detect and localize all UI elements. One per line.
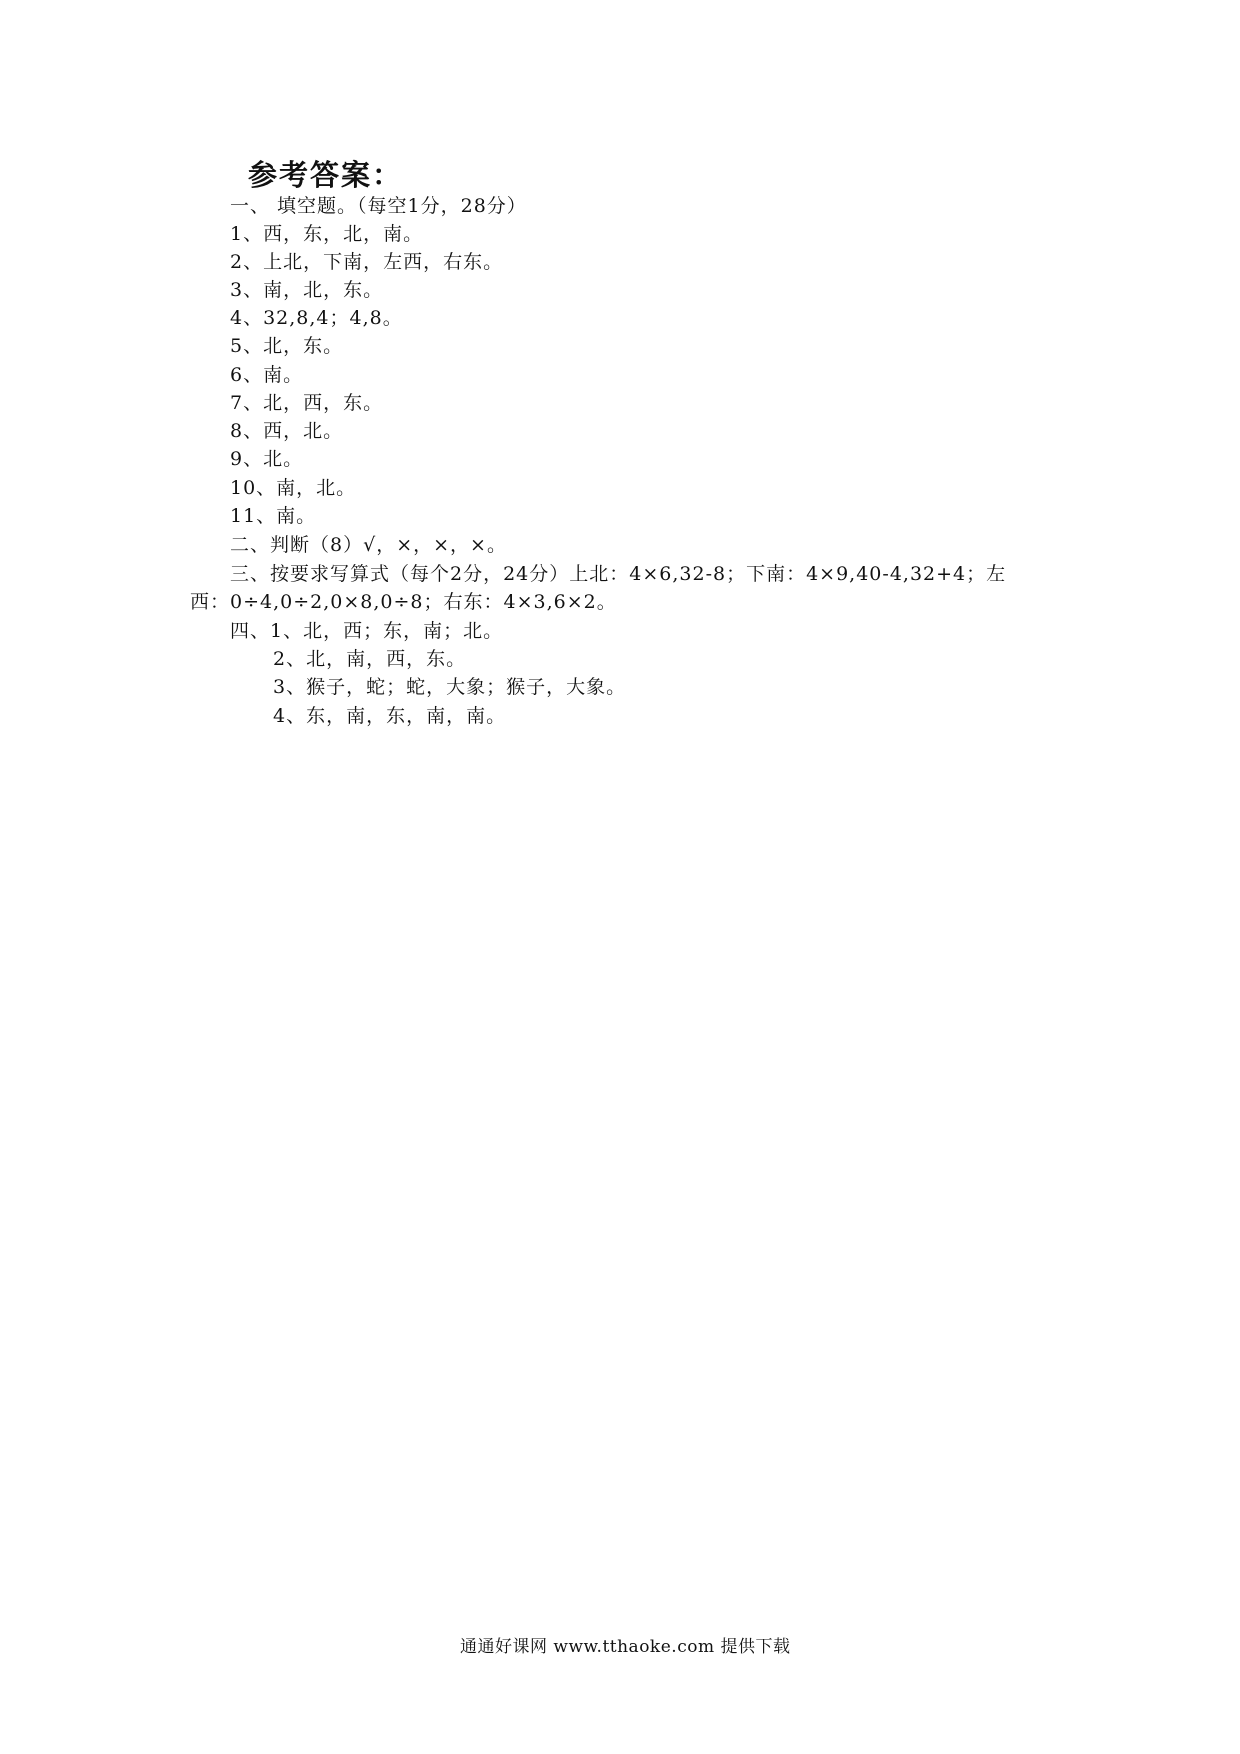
answer-line: 10、南，北。 xyxy=(230,477,357,499)
answer-line: 3、南，北，东。 xyxy=(230,279,384,301)
section-3-continuation: 西：0÷4,0÷2,0×8,0÷8；右东：4×3,6×2。 xyxy=(190,591,617,613)
section-4-line: 4、东，南，东，南，南。 xyxy=(273,705,507,727)
answer-line: 11、南。 xyxy=(230,505,317,527)
section-1-heading: 一、 填空题。（每空1分，28分） xyxy=(230,195,527,217)
answer-line: 2、上北，下南，左西，右东。 xyxy=(230,251,504,273)
answer-line: 8、西，北。 xyxy=(230,420,344,442)
section-4-line: 3、猴子，蛇；蛇，大象；猴子，大象。 xyxy=(273,676,627,698)
section-3-line: 三、按要求写算式（每个2分，24分）上北：4×6,32-8；下南：4×9,40-4,32+4；左 xyxy=(230,563,1007,585)
section-4-line: 2、北，南，西，东。 xyxy=(273,648,467,670)
footer-text: 通通好课网 www.tthaoke.com 提供下载 xyxy=(460,1637,791,1657)
answer-title: 参考答案： xyxy=(248,158,404,192)
answer-line: 5、北，东。 xyxy=(230,335,344,357)
answer-line: 6、南。 xyxy=(230,364,304,386)
section-2-line: 二、判断（8）√，×，×，×。 xyxy=(230,534,507,556)
section-4-line: 四、1、北，西；东，南；北。 xyxy=(230,620,504,642)
answer-line: 9、北。 xyxy=(230,448,304,470)
answer-line: 1、西，东，北，南。 xyxy=(230,223,424,245)
answer-line: 4、32,8,4；4,8。 xyxy=(230,307,403,329)
answer-line: 7、北，西，东。 xyxy=(230,392,384,414)
